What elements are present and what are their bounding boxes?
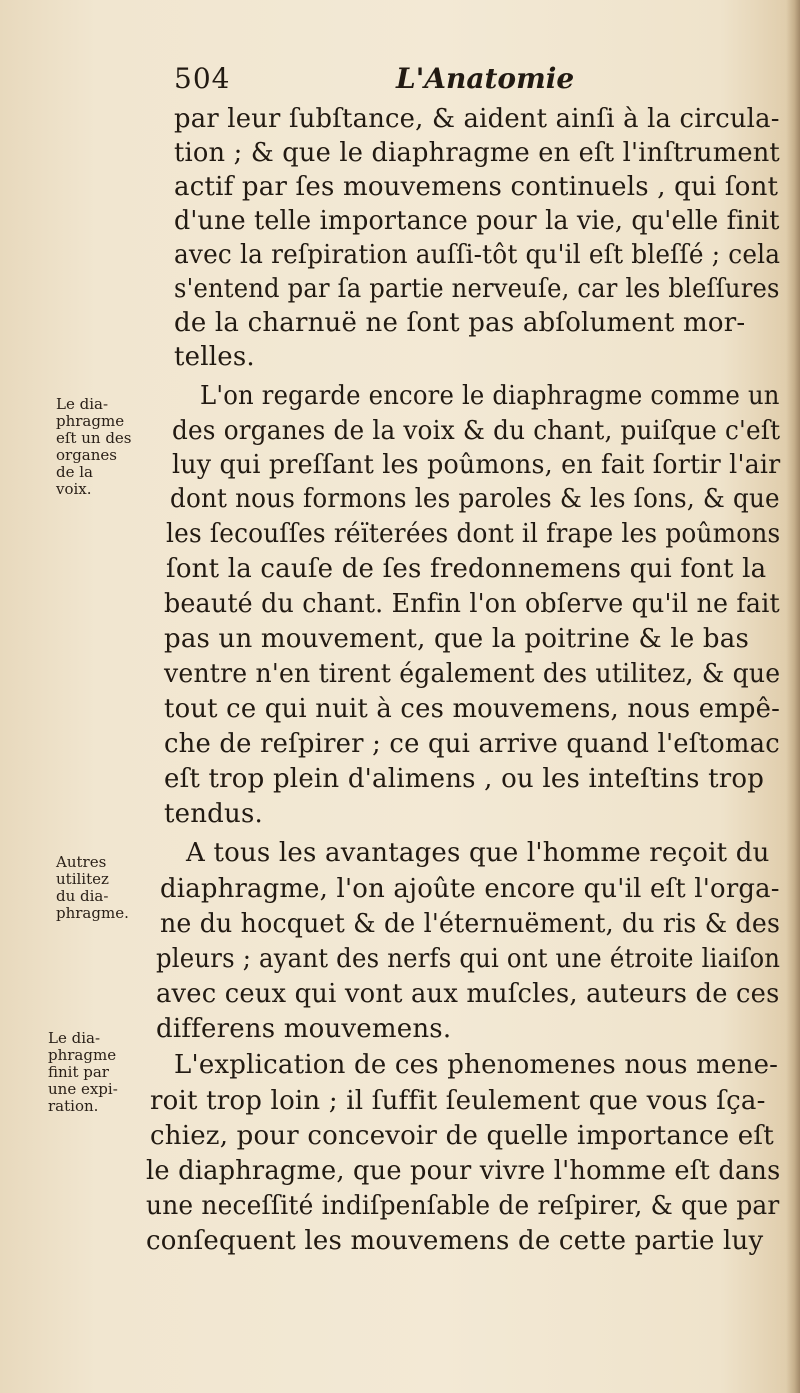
- margin-note-line: Le dia-: [56, 395, 109, 413]
- text-line: ſont la cauſe de ſes fredonnemens qui font la: [166, 554, 767, 584]
- text-line: che de reſpirer ; ce qui arrive quand l'eſtomac: [164, 729, 780, 759]
- text-line: ventre n'en tirent également des utilitez, & que: [164, 659, 781, 689]
- margin-note-line: eſt un des: [56, 429, 132, 447]
- margin-note: [56, 854, 166, 922]
- margin-note-line: Autres: [56, 853, 107, 871]
- margin-note-line: ration.: [48, 1097, 99, 1115]
- text-line: pas un mouvement, que la poitrine & le bas: [164, 624, 749, 654]
- text-line: les ſecouſſes réïterées dont il frape les poûmons: [166, 519, 781, 549]
- running-title: L'Anatomie: [396, 62, 575, 95]
- margin-note-line: voix.: [56, 480, 92, 498]
- margin-note-line: Le dia-: [48, 1029, 101, 1047]
- text-line: dont nous formons les paroles & les ſons, & que: [170, 484, 780, 514]
- margin-note-line: utilitez: [56, 870, 109, 888]
- text-line: s'entend par ſa partie nerveuſe, car les bleſſures: [174, 274, 780, 304]
- text-line: luy qui preſſant les poûmons, en fait ſortir l'air: [172, 450, 781, 480]
- text-line: roit trop loin ; il ſuffit ſeulement que vous ſça-: [150, 1086, 766, 1116]
- text-line: conſequent les mouvemens de cette partie luy: [146, 1226, 764, 1256]
- margin-note-line: une expi-: [48, 1080, 118, 1098]
- margin-note-line: phragme.: [56, 904, 129, 922]
- margin-note-line: de la: [56, 463, 93, 481]
- text-line: chiez, pour concevoir de quelle importance eſt: [150, 1121, 774, 1151]
- text-line: eſt trop plein d'alimens , ou les inteſtins trop: [164, 764, 765, 794]
- page-edge-shadow: [786, 0, 800, 1393]
- text-line: avec ceux qui vont aux muſcles, auteurs de ces: [156, 979, 780, 1009]
- page-number: 504: [174, 62, 231, 95]
- text-line: telles.: [174, 342, 255, 372]
- text-line: une neceſſité indiſpenſable de reſpirer, & que par: [146, 1191, 780, 1221]
- text-line: tion ; & que le diaphragme en eſt l'inſtrument: [174, 138, 780, 168]
- text-line: pleurs ; ayant des nerfs qui ont une étroite liaiſon: [156, 944, 781, 974]
- text-line: actif par ſes mouvemens continuels , qui ſont: [174, 172, 779, 202]
- page-header: [174, 62, 774, 102]
- text-line: par leur ſubſtance, & aident ainſi à la circula-: [174, 104, 780, 134]
- text-line: A tous les avantages que l'homme reçoit du: [186, 838, 770, 868]
- text-line: d'une telle importance pour la vie, qu'elle finit: [174, 206, 780, 236]
- text-line: differens mouvemens.: [156, 1014, 452, 1044]
- margin-note-line: phragme: [48, 1046, 117, 1064]
- margin-note: [48, 1030, 158, 1115]
- margin-note-line: organes: [56, 446, 117, 464]
- text-line: diaphragme, l'on ajoûte encore qu'il eſt l'orga-: [160, 874, 780, 904]
- text-line: tendus.: [164, 799, 263, 829]
- text-line: des organes de la voix & du chant, puiſque c'eſt: [172, 416, 781, 446]
- text-line: beauté du chant. Enfin l'on obſerve qu'il ne fait: [164, 589, 780, 619]
- margin-note-line: du dia-: [56, 887, 109, 905]
- text-line: avec la reſpiration auſſi-tôt qu'il eſt bleſſé ; cela: [174, 240, 781, 270]
- margin-note: [56, 396, 166, 498]
- text-line: L'on regarde encore le diaphragme comme un: [200, 381, 780, 411]
- margin-note-line: finit par: [48, 1063, 109, 1081]
- text-line: L'explication de ces phenomenes nous mene-: [174, 1050, 779, 1080]
- margin-note-line: phragme: [56, 412, 125, 430]
- text-line: ne du hocquet & de l'éternuëment, du ris & des: [160, 909, 781, 939]
- text-line: tout ce qui nuit à ces mouvemens, nous empê-: [164, 694, 781, 724]
- text-line: de la charnuë ne ſont pas abſolument mor-: [174, 308, 746, 338]
- text-line: le diaphragme, que pour vivre l'homme eſt dans: [146, 1156, 781, 1186]
